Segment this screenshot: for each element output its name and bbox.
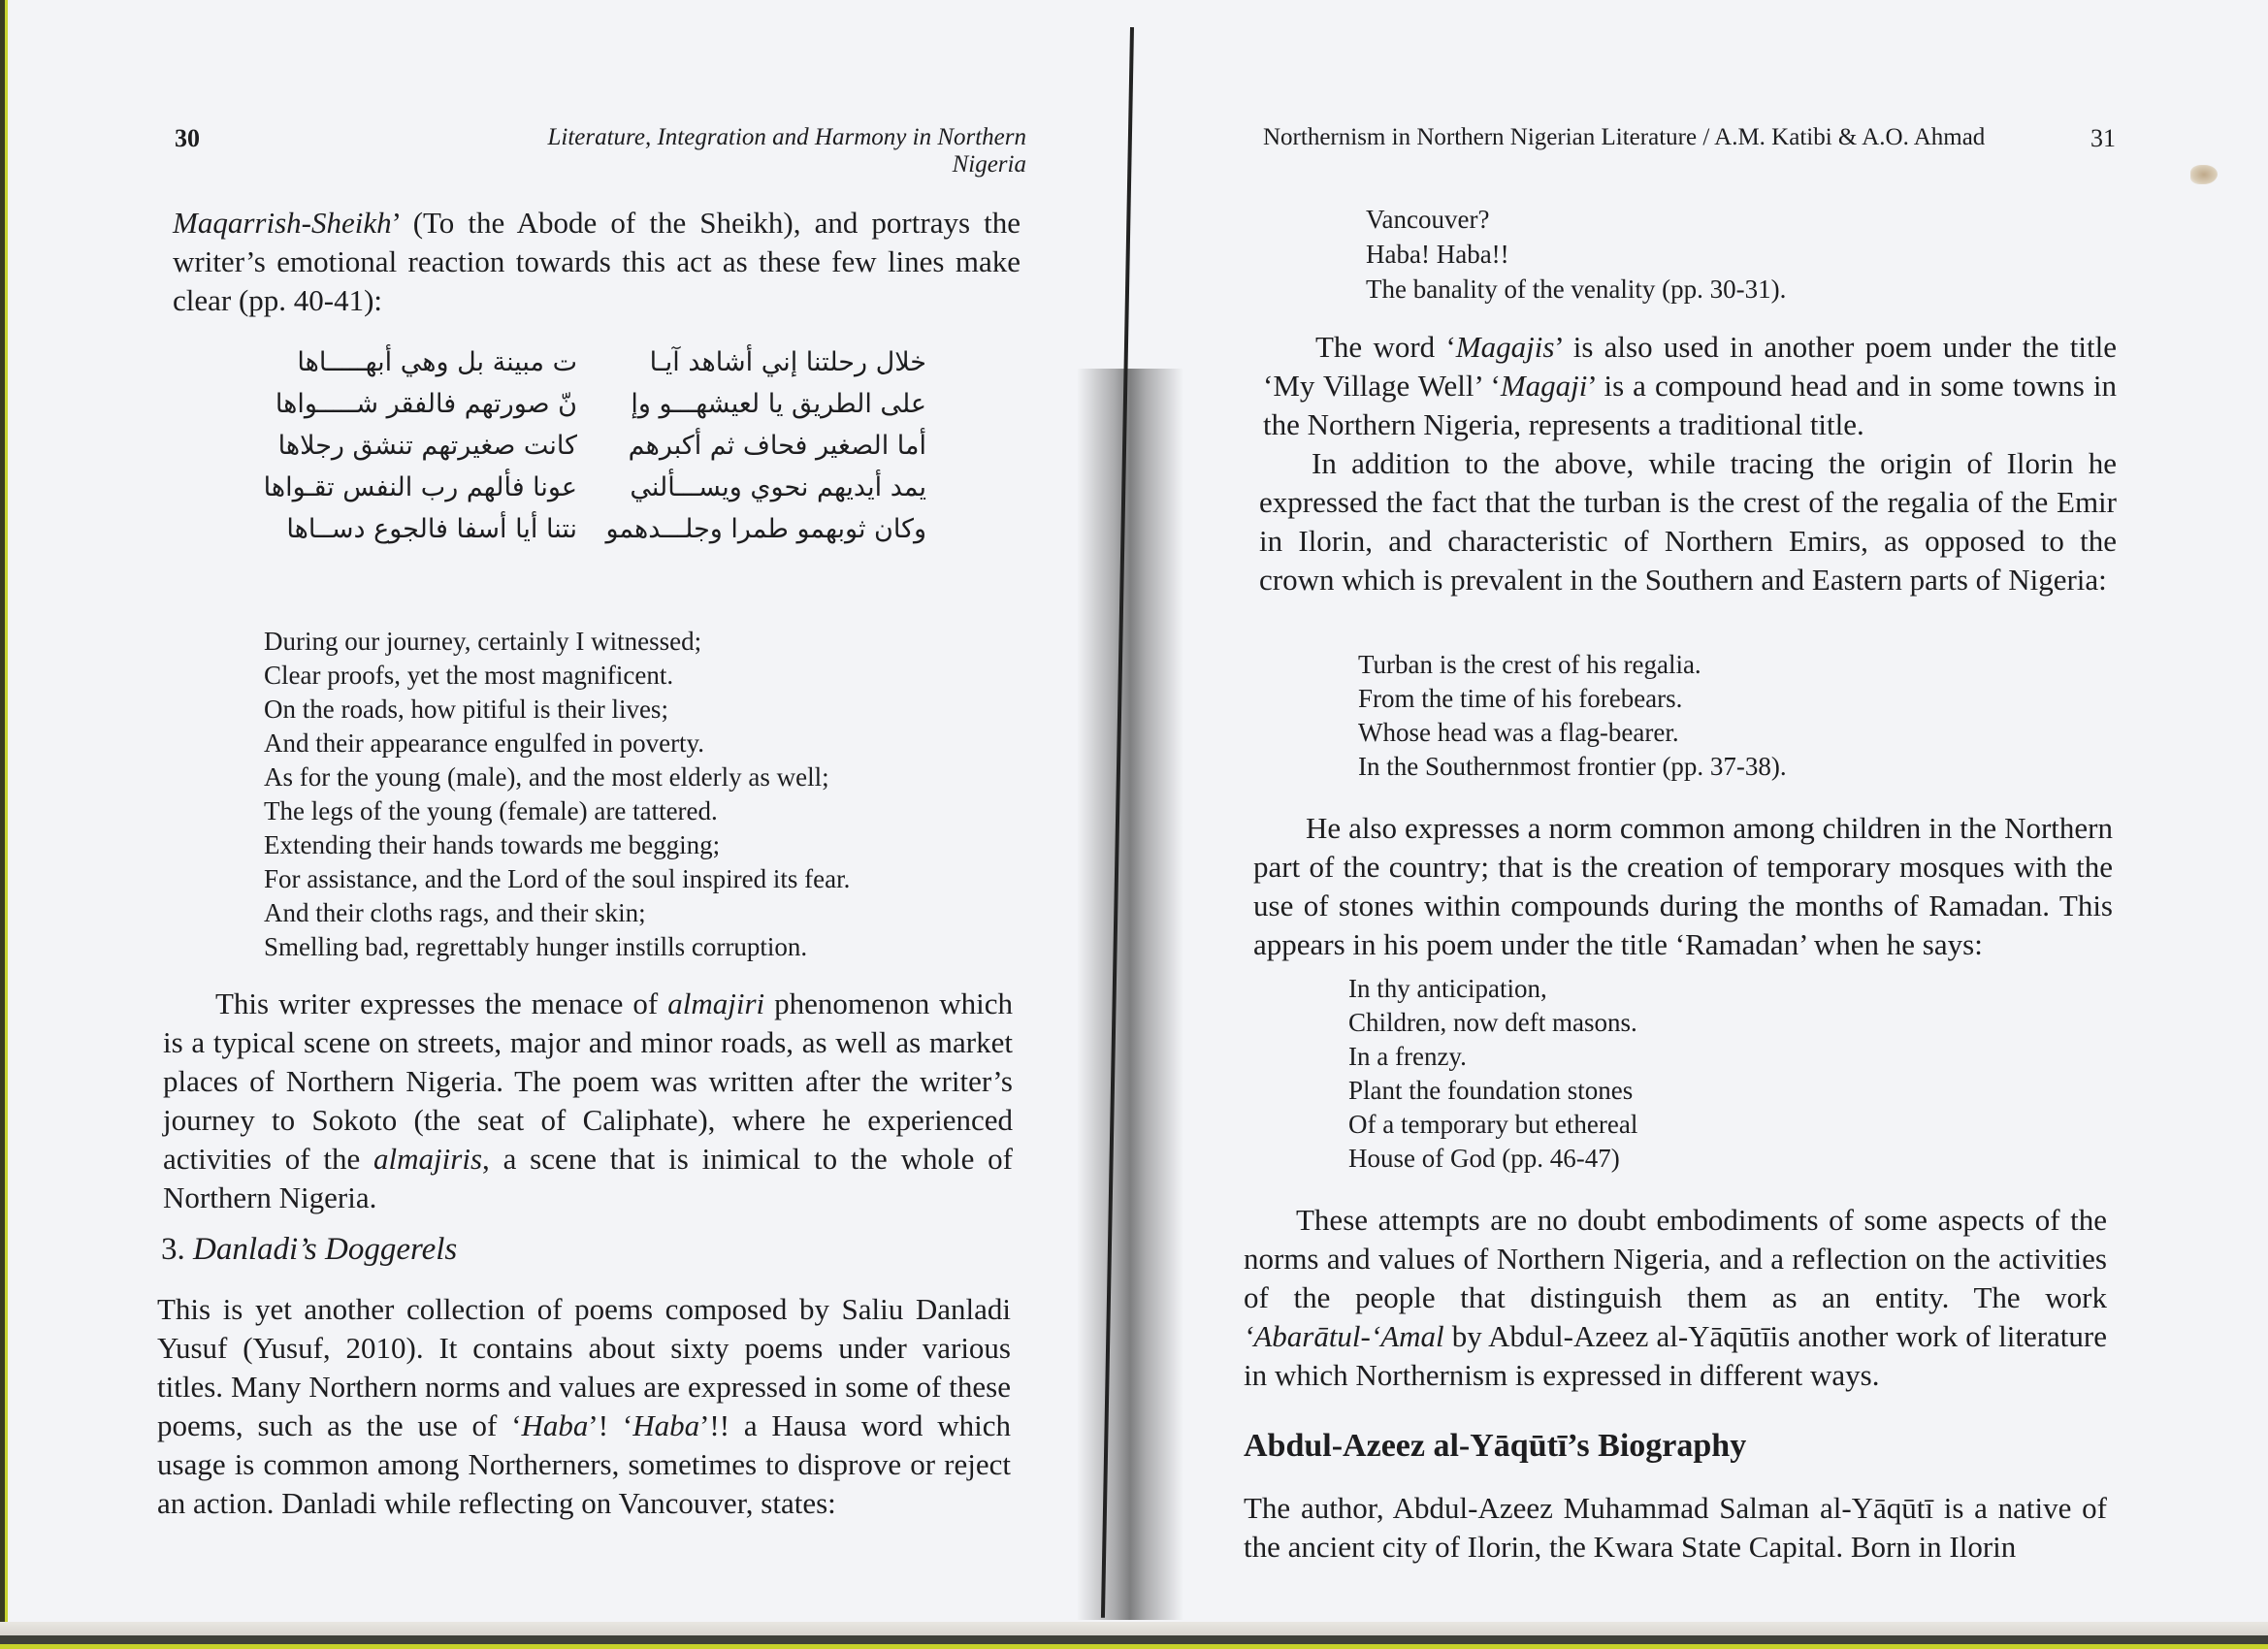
translation-line: On the roads, how pitiful is their lives; [264,695,668,724]
translation-line: For assistance, and the Lord of the soul inspired its fear. [264,864,851,893]
translation-line: The legs of the young (female) are tattered. [264,796,718,825]
intro-text: ’ (To the Abode of the Sheikh), and portrays the writer’s emotional reaction towards this act as these few lines make clear (pp. 40-41): [173,206,1021,317]
intro-paragraph [173,204,1021,320]
translation-line: Extending their hands towards me begging; [264,830,721,859]
intro-italic-lead: Maqarrish-Sheikh [173,206,392,240]
ramadan-line: Plant the foundation stones [1348,1076,1634,1105]
ramadan-stanza [1348,972,1637,1176]
right-page [1193,0,2268,1620]
attempts-paragraph [1244,1201,2107,1395]
almajiri-text-2: phenomenon which is a typical scene on streets, major and minor roads, as well as market places of Northern Nigeria. The poem was written after the writer’s journey to Sokoto (the seat of Caliphate), where he experienced activities of the [163,986,1013,1176]
arabic-line-second: عونا فألهم رب النفس تقـواها [263,472,577,502]
magajis-text-2: ’ is also used in another poem under the title ‘My Village Well’ ‘ [1263,330,2117,403]
arabic-line-first: وكان ثوبهمو طمرا وجلـــدهمو [605,514,926,544]
scan-bottom-edge-green [0,1644,2268,1649]
ramadan-line: In thy anticipation, [1348,974,1547,1003]
magajis-paragraph [1263,328,2117,444]
arabic-line-second: نتنا أيا أسفا فالجوع دســاها [286,514,577,544]
almajiri-text-1: This writer expresses the menace of [215,986,668,1020]
danladi-text-1: This is yet another collection of poems composed by Saliu Danladi Yusuf (Yusuf, 2010). It contains about sixty poems under various titles. Many Northern norms and values are expressed in some of these poems, such as the use of ‘ [157,1292,1011,1442]
ramadan-line: In a frenzy. [1348,1042,1467,1071]
magajis-italic-2: Magaji [1500,369,1588,403]
almajiri-paragraph [163,985,1013,1217]
scan-bottom-edge-dark [0,1635,2268,1644]
page-number-left: 30 [175,124,200,152]
attempts-italic-1: ‘Abarātul-‘Amal [1244,1319,1444,1353]
page-number-right: 31 [2090,124,2116,152]
ilorin-paragraph: In addition to the above, while tracing the origin of Ilorin he expressed the fact that the turban is the crest of the regalia of the Emir in Ilorin, and characteristic of Northern Emirs, as opposed to the crown which is prevalent in the Southern and Eastern parts of Nigeria: [1259,446,2117,597]
translation-line: Smelling bad, regrettably hunger instills corruption. [264,932,808,961]
mosque-paragraph: He also expresses a norm common among children in the Northern part of the country; that is the creation of temporary mosques with the use of stones within compounds during the months of Ramadan. This appears in his poem under the title ‘Ramadan’ when he says: [1253,811,2113,961]
arabic-verse-first-hemistichs [605,341,926,550]
danladi-paragraph [157,1290,1011,1523]
translation-line: And their appearance engulfed in poverty. [264,728,705,758]
section-number: 3. [161,1232,193,1267]
arabic-line-second: كانت صغيرتهم تنشق رجلاها [277,431,577,461]
vancouver-stanza [1366,202,1786,307]
turban-line: From the time of his forebears. [1358,684,1683,713]
arabic-verse-second-hemistichs [252,341,577,550]
vancouver-line: Vancouver? [1366,205,1490,234]
magajis-text-1: The word ‘ [1315,330,1456,364]
turban-line: Turban is the crest of his regalia. [1358,650,1701,679]
biography-heading: Abdul-Azeez al-Yāqūtī’s Biography [1244,1428,1747,1464]
binding-shadow [1077,369,1183,1620]
danladi-text-3: ’!! a Hausa word which usage is common among Northerners, sometimes to disprove or reject an action. Danladi while reflecting on Vancouver, states: [157,1408,1011,1520]
translation-line: And their cloths rags, and their skin; [264,898,646,927]
attempts-text-2: by Abdul-Azeez al-Yāqūtīis another work of literature in which Northernism is expressed in different ways. [1244,1319,2107,1392]
almajiri-italic-2: almajiris [373,1142,483,1176]
translation-line: As for the young (male), and the most elderly as well; [264,762,829,792]
biography-paragraph: The author, Abdul-Azeez Muhammad Salman al-Yāqūtī is a native of the ancient city of Ilorin, the Kwara State Capital. Born in Ilorin [1244,1491,2107,1564]
attempts-text-1: These attempts are no doubt embodiments of some aspects of the norms and values of Northern Nigeria, and a reflection on the activities of the people that distinguish them as an entity. The work [1244,1203,2107,1314]
danladi-italic-2: Haba [632,1408,700,1442]
scan-bottom-edge-light [0,1622,2268,1635]
translation-line: During our journey, certainly I witnessed; [264,627,702,656]
vancouver-line: Haba! Haba!! [1366,240,1509,269]
ramadan-line: Children, now deft masons. [1348,1008,1637,1037]
turban-stanza [1358,648,1787,784]
danladi-italic-1: Haba [521,1408,589,1442]
arabic-line-first: على الطريق يا لعيشهـــو وإ [631,389,926,419]
arabic-line-first: خلال رحلتنا إني أشاهد آيـا [649,347,926,377]
running-head-right: Northernism in Northern Nigerian Literature / A.M. Katibi & A.O. Ahmad [1263,124,1986,150]
magajis-italic-1: Magajis [1455,330,1555,364]
section-heading-danladi [161,1232,457,1268]
almajiri-text-3: , a scene that is inimical to the whole of Northern Nigeria. [163,1142,1013,1214]
ramadan-line: House of God (pp. 46-47) [1348,1144,1620,1173]
translation-line: Clear proofs, yet the most magnificent. [264,661,674,690]
left-page [0,0,1077,1620]
almajiri-italic-1: almajiri [667,986,765,1020]
arabic-line-first: أما الصغير فحاف ثم أكبرهم [628,431,926,461]
magajis-text-3: ’ is a compound head and in some towns in the Northern Nigeria, represents a traditional title. [1263,369,2117,441]
section-title: Danladi’s Doggerels [193,1232,458,1267]
danladi-text-2: ’! ‘ [588,1408,633,1442]
translation-stanza [264,625,850,964]
turban-line: Whose head was a flag-bearer. [1358,718,1679,747]
arabic-line-second: ت مبينة بل وهي أبهـــــاها [297,347,577,377]
running-head-left: Literature, Integration and Harmony in Northern Nigeria [547,124,1026,178]
arabic-line-first: يمد أيديهم نحوي ويســـألني [630,472,926,502]
vancouver-line: The banality of the venality (pp. 30-31). [1366,275,1787,304]
arabic-line-second: نّ صورتهم فالفقر شـــــواها [275,389,577,419]
turban-line: In the Southernmost frontier (pp. 37-38). [1358,752,1787,781]
ramadan-line: Of a temporary but ethereal [1348,1110,1638,1139]
